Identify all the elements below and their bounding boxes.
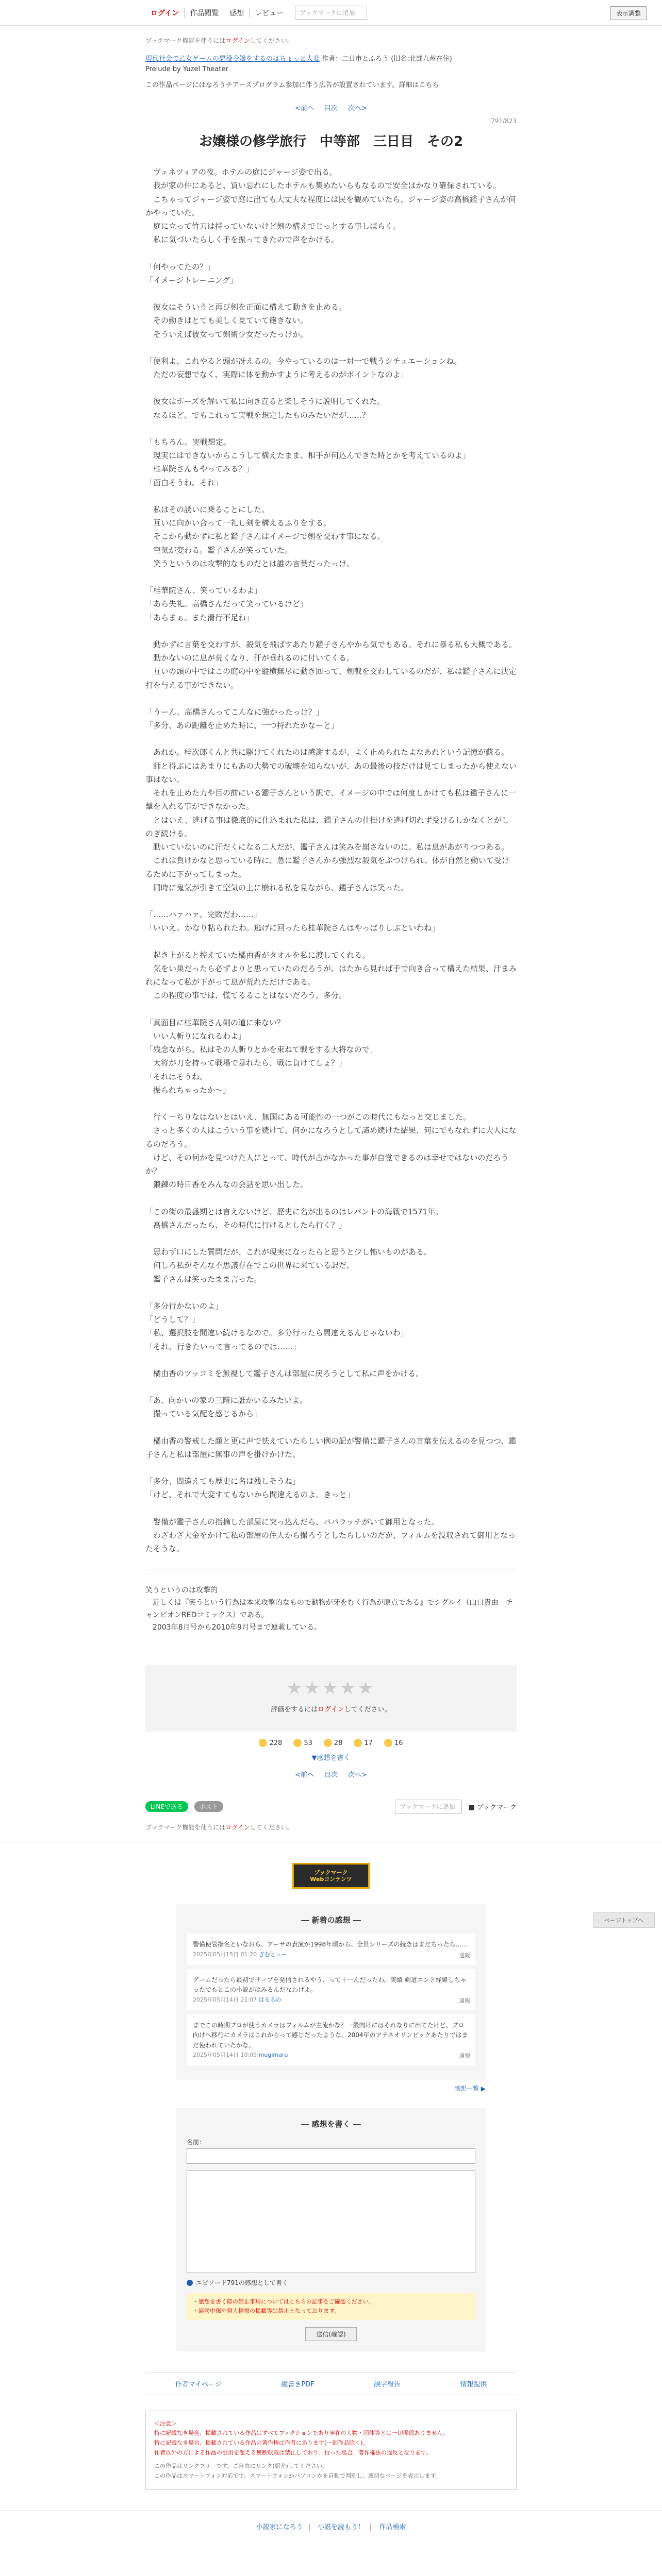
- reaction-count: 28: [334, 1739, 343, 1747]
- body-paragraph: [145, 247, 517, 260]
- body-paragraph: 互いの頭の中ではこの庭の中を縦横無尽に動き回って、剣戟を交わしているのだが、私は鑑子さんに決定打を与える事ができない。: [145, 667, 517, 690]
- affiliate-notice: この作品ページにはなろうチアーズプログラム参加に伴う広告が設置されています。詳細はこちら: [145, 81, 439, 89]
- body-paragraph: 「もちろん。実戦想定。: [145, 437, 231, 447]
- body-paragraph: 動かないのに息が荒くなり、汗が垂れるのに付いてくる。: [145, 653, 355, 663]
- body-paragraph: いい人斬りになれるわよ」: [145, 1031, 246, 1041]
- body-paragraph: [145, 692, 517, 705]
- review-user-link[interactable]: mugimaru: [258, 2051, 288, 2058]
- body-paragraph: 「面白そうね。それ」: [145, 478, 223, 487]
- body-paragraph: [145, 1461, 517, 1475]
- laugh-icon: [293, 1739, 302, 1747]
- body-paragraph: 鍛錬の時日香をみんなの会話を思い出した。: [145, 1180, 308, 1190]
- report-link[interactable]: 通報: [459, 1952, 470, 1959]
- notice-login-link-bottom[interactable]: ログイン: [225, 1824, 250, 1832]
- body-paragraph: 橘由香のツッコミを無視して鑑子さんは部屋に戻ろうとして私に声をかける。: [145, 1368, 424, 1378]
- body-paragraph: [145, 1421, 517, 1434]
- thumbs-up-icon: [259, 1739, 267, 1747]
- body-paragraph: 「……ハァハァ。完敗だわ……」: [145, 910, 262, 919]
- body-paragraph: [145, 1353, 517, 1367]
- reaction-button[interactable]: [384, 1739, 403, 1747]
- body-paragraph: 彼女はポーズを解いて私に向き直ると楽しそうに説明してくれた。: [145, 397, 385, 406]
- episode-title: お嬢様の修学旅行 中等部 三日目 その2: [198, 134, 464, 149]
- body-paragraph: [145, 624, 517, 638]
- body-paragraph: 動かずに言葉を交わすが、殺気を飛ばすあたり鑑子さんやから気でもある。それに暴る私も大概である。: [145, 639, 517, 649]
- body-paragraph: 大将が刀を持って戦場で暴れたら、戦は負けてしょ？」: [145, 1058, 347, 1068]
- index-link[interactable]: 目次: [324, 105, 338, 112]
- series-subtitle: Prelude by Yuzel Theater: [145, 65, 228, 73]
- body-paragraph: [145, 381, 517, 395]
- reaction-count: 53: [304, 1739, 312, 1747]
- body-paragraph: ただの妄想でなく、実際に体を動かすように考えるのがポイントなのよ」: [145, 370, 408, 379]
- footer-link-narou[interactable]: 小説家になろう: [256, 2523, 303, 2531]
- body-paragraph: それを止めた力や目の前にいる鑑子さんという訳で、イメージの中では何度しかけても私は鑑子さんに一撃を入れる事ができなかった。: [145, 788, 517, 811]
- wow-icon: [324, 1739, 332, 1747]
- pager-bottom: [145, 1769, 517, 1779]
- body-paragraph: 「多分、あの距離を止めた時に、一つ持れたかなーと」: [145, 721, 339, 730]
- body-paragraph: その動きはとても美しく見ていて飽きない。: [145, 316, 308, 326]
- body-paragraph: とはいえ、逃げる事は徹底的に仕込まれた私は、鑑子さんの仕掛けを逃げ切れず受けるしかなくとがしのぎ続ける。: [145, 815, 509, 838]
- reaction-button[interactable]: [324, 1739, 343, 1747]
- bookmark-notice-bottom: ブックマーク機能を使うにはログインしてください。: [145, 1824, 293, 1832]
- write-impression-link[interactable]: ▼感想を書く: [311, 1754, 351, 1762]
- reaction-button[interactable]: [354, 1739, 373, 1747]
- review-user-link[interactable]: ぎむとぃー: [258, 1951, 287, 1958]
- body-paragraph: けど、その何かを見つけた人にとって、時代が古かなかった事が自覚できるのは幸せではないのだろうか？: [145, 1153, 509, 1176]
- body-paragraph: 「何やってたの？」: [145, 262, 216, 272]
- body-paragraph: 空気が変わる。鑑子さんが笑っていた。: [145, 545, 293, 555]
- next-link[interactable]: 次へ>: [348, 105, 367, 112]
- star-rating[interactable]: ★★★★★: [286, 1678, 376, 1699]
- body-paragraph: 同時に鬼気が引きて空気の上に崩れる私を見ながら、鑑子さんは笑った。: [145, 883, 409, 892]
- caution-box: ＜注意＞ 特に記載なき場合、掲載されている作品はすべてフィクションであり実在の人物・団体等とは一切関係ありません。 特に記載なき場合、掲載されている作品の著作権は作者にあります(一部作品除く)。 作者以外の方による作品の引用を超える無断転載は禁止しており、行った場合、著作権法の違反となります。 この作品はリンクフリーです。ご自由にリンク(紹介)してください。 この作品はスマートフォン対応です。スマートフォンかパソコンかを自動で判別し、適切なページを表示します。: [145, 2411, 517, 2490]
- review-item: [187, 2014, 475, 2065]
- body-paragraph: [145, 935, 517, 948]
- review-meta: 2025年05月14日 21:07 はるるの: [193, 1996, 282, 2003]
- prev-link[interactable]: <前へ: [295, 105, 314, 112]
- reaction-bar: [145, 1739, 517, 1747]
- web-contents-banner[interactable]: ブックマーク Webコンテンツ: [292, 1863, 370, 1889]
- body-paragraph: 鑑子さんは笑ったまま言った。: [145, 1274, 262, 1284]
- body-paragraph: なるほど。でもこれって実戦を想定したものみたいだが……？: [145, 410, 370, 420]
- body-paragraph: 桂華院さんもやってみる？」: [145, 464, 254, 474]
- line-share-button[interactable]: LINEで送る: [145, 1801, 188, 1812]
- body-paragraph: 「多分、間違えても歴史に名は残しそうね」: [145, 1477, 301, 1486]
- main-nav: [145, 8, 289, 18]
- reaction-count: 17: [364, 1739, 373, 1747]
- afterword-paragraph: 近しくは『笑うという行為は本来攻撃的なもので動物が牙をむく行為が原点である』でシグルイ（山口貴由 チャンピオンREDコミックス）である。: [145, 1599, 513, 1619]
- body-paragraph: 現実にはできないからこうして構えたまま、相手が何込んできた時とかを考えているのよ」: [145, 451, 471, 460]
- body-paragraph: ヴェネツィアの夜。ホテルの庭にジャージ姿で出る。: [145, 167, 337, 177]
- bookmark-button[interactable]: ■ ブックマーク: [468, 1804, 517, 1812]
- pdf-link[interactable]: 縦書きPDF: [281, 2380, 315, 2388]
- body-paragraph: 師と得ぶにはあまりにもあの大勢での破壊を知らないが、あの最後の技だけは見てしまったから使えない事はない。: [145, 761, 517, 784]
- body-paragraph: わざわざ大金をかけて私の部屋の住人から撮ろうとしたらしいのだが、フィルムを没収されて御用となったそうな。: [145, 1530, 516, 1553]
- index-link-bottom[interactable]: 目次: [324, 1771, 338, 1780]
- nav-reviews[interactable]: レビュー: [255, 9, 284, 18]
- body-paragraph: 起き上がると控えていた橘由香がタオルを私に渡してくれる。: [145, 950, 370, 960]
- body-paragraph: [145, 1380, 517, 1394]
- review-text: までこの時期プロが使うカメラはフィルムが主流かな？一般向けにはそれなりに出てたけど、プロ向けへ移行にカメラはこれからって感じだったような。2004年のアテネオリンピックあたりではまだ使われていたかな。: [193, 2022, 468, 2049]
- body-paragraph: 庭に立って竹刀は持っていないけど剣の構えでじっとする事しばらく。: [145, 222, 401, 231]
- info-link[interactable]: 情報提供: [460, 2380, 487, 2388]
- body-paragraph: [145, 1192, 517, 1205]
- body-paragraph: 「うーん。高橋さんってこんなに強かったっけ？」: [145, 707, 324, 717]
- reaction-button[interactable]: [293, 1739, 312, 1747]
- body-paragraph: 思わず口にした質問だが、これが現実になったらと思うと少し怖いものがある。: [145, 1247, 432, 1257]
- report-link[interactable]: 通報: [459, 1997, 470, 2004]
- post-share-button[interactable]: ポスト: [194, 1801, 223, 1812]
- reaction-count: 16: [394, 1739, 403, 1747]
- body-paragraph: 「いいえ。かなり粘られたわ。逃げに回ったら桂華院さんはやっぱりしぶといわね」: [145, 923, 440, 933]
- body-paragraph: 高橋さんだったら、その時代に行けるとしたら行く？」: [145, 1220, 347, 1230]
- rating-login-link[interactable]: ログイン: [318, 1706, 344, 1714]
- body-paragraph: 撮っている気配を感じるから」: [145, 1409, 262, 1419]
- body-paragraph: 警備が鑑子さんの指摘した部屋に突っ込んだら、パパラッチがいて御用となった。: [145, 1517, 439, 1527]
- review-item: [187, 1969, 475, 2010]
- nav-impressions[interactable]: 感想: [224, 8, 250, 18]
- body-paragraph: 「私、選択肢を間違い続けるなので。多分行ったら間違えるんじゃないわ」: [145, 1328, 408, 1338]
- body-paragraph: [145, 894, 517, 908]
- nav-works[interactable]: 作品閲覧: [185, 8, 224, 18]
- body-paragraph: [145, 1097, 517, 1110]
- top-navigation: [0, 0, 662, 26]
- body-paragraph: [145, 1286, 517, 1299]
- episode-radio[interactable]: エピソード791の感想として書く: [187, 2278, 475, 2287]
- bookmark-notice: ブックマーク機能を使うにはログインしてください。: [145, 37, 293, 44]
- afterword-paragraph: 笑うというのは攻撃的: [145, 1586, 218, 1595]
- rating-box: [145, 1665, 517, 1732]
- body-paragraph: [145, 570, 517, 584]
- body-paragraph: 「あらまぁ。また滑行不足ね」: [145, 613, 254, 622]
- body-paragraph: 「便利よ。これやると頭が冴えるの。今やっているのは一対一で戦うシチュエーションね。: [145, 356, 462, 366]
- episode-body: [145, 165, 517, 1555]
- series-info: [145, 54, 517, 74]
- body-paragraph: [145, 732, 517, 745]
- author-page-link[interactable]: 作者マイページ: [175, 2380, 222, 2388]
- next-link-bottom[interactable]: 次へ>: [348, 1771, 367, 1780]
- afterword-paragraph: 2003年8月号から2010年9月号まで連載している。: [145, 1623, 322, 1632]
- body-paragraph: 私はその誘いに乗ることにした。: [145, 504, 270, 514]
- body-paragraph: 「多分行かないのよ」: [145, 1301, 223, 1311]
- impression-textarea[interactable]: [187, 2170, 475, 2273]
- main-content: [145, 36, 517, 1779]
- body-paragraph: 振られちゃったか～」: [145, 1085, 231, 1095]
- body-paragraph: 「桂華院さん、笑っているわよ」: [145, 586, 262, 595]
- new-reviews-box: [176, 1904, 486, 2080]
- body-paragraph: 行く－ちりなはないとはいえ、無国にある可能性の一つがこの時代にもなっと交じました。: [145, 1112, 471, 1122]
- submit-button[interactable]: 送信(確認): [305, 2327, 357, 2341]
- series-author: 作者：二日市とふろう (旧名:北部九州在住): [322, 55, 452, 63]
- notice-login-link[interactable]: ログイン: [225, 37, 250, 44]
- typo-report-link[interactable]: 誤字報告: [374, 2380, 401, 2388]
- body-paragraph: 互いに向かい合って一礼し剣を構えるふりをする。: [145, 518, 332, 528]
- body-paragraph: 「あら失礼。高橋さんだって笑っているけど」: [145, 599, 308, 609]
- share-bar: [145, 1800, 517, 1814]
- body-paragraph: 「どうして？」: [145, 1315, 200, 1324]
- body-paragraph: [145, 1502, 517, 1515]
- body-paragraph: 「それはそうね。: [145, 1072, 208, 1081]
- footer-link-search[interactable]: 作品検索: [379, 2523, 406, 2531]
- display-settings-button[interactable]: 表示調整: [610, 6, 647, 20]
- clap-icon: [384, 1739, 392, 1747]
- footer-links: [145, 2372, 517, 2395]
- review-text: 警備使管指名といなおら、アーサの表演が1998年頃から、全世シリーズの続きはまだちったら……: [193, 1941, 468, 1948]
- radio-icon: [187, 2280, 193, 2286]
- body-paragraph: [145, 1232, 517, 1245]
- cry-icon: [354, 1739, 362, 1747]
- review-meta: 2025年05月14日 10:09 mugimaru: [193, 2051, 288, 2058]
- body-paragraph: [145, 287, 517, 300]
- name-input[interactable]: [187, 2148, 475, 2164]
- body-paragraph: 「残念ながら、私はその人斬りとかを束ねて戦をする大将なので」: [145, 1045, 377, 1054]
- reaction-count: 228: [269, 1739, 283, 1747]
- site-footer: 小説家になろう | 小説を読もう！ | 作品検索: [0, 2511, 662, 2531]
- body-paragraph: 「けど、それで大変すてもないから間違えるのよ。きっと」: [145, 1490, 355, 1500]
- body-paragraph: そういえば彼女って剣術少女だったっけか。: [145, 329, 308, 339]
- body-paragraph: こちゃってジャージ姿で庭に出ても大丈夫な程度には民を観めていたら、ジャージ姿の高橋鑑子さんが何かやっていた。: [145, 194, 516, 217]
- episode-number: 791/823: [491, 117, 517, 125]
- body-paragraph: [145, 489, 517, 503]
- bookmark-input[interactable]: ブックマークに追加: [395, 1800, 462, 1814]
- body-paragraph: 彼女はそういうと再び剣を正面に構えて動きを止める。: [145, 302, 347, 312]
- login-link[interactable]: ログイン: [145, 8, 185, 18]
- review-text: ゲームだったら最初でサーブを発信されるやう、って十一んだったわ。実績 剣道エンド経緯しちゃったでもとこの小説がはみるんだなわけよ。: [193, 1976, 467, 1994]
- body-paragraph: 「イメージトレーニング」: [145, 275, 238, 285]
- reviews-list-link[interactable]: 感想一覧 ▶: [454, 2085, 486, 2093]
- review-user-link[interactable]: はるるの: [258, 1996, 282, 2003]
- body-paragraph: [145, 422, 517, 435]
- body-paragraph: 動いていないのに汗だくになる二人だが、鑑子さんは笑みを崩さないのに、私は息があがりつつある。: [145, 842, 509, 852]
- report-link[interactable]: 通報: [459, 2052, 470, 2059]
- body-paragraph: 気をい巣だったら必ずよりと思っていたのだろうが、はたから見れば手で向き合って構えた結果、汗まみれになって私が下がって息が荒れただけである。: [145, 963, 517, 987]
- bookmark-add-input[interactable]: ブックマークに追加: [295, 6, 367, 20]
- body-paragraph: [145, 1003, 517, 1016]
- review-item: [187, 1934, 475, 1965]
- body-paragraph: 私に気づいたらしく手を振ってきたので声をかける。: [145, 235, 339, 245]
- afterword: [145, 1585, 517, 1634]
- body-paragraph: 笑うというのは攻撃的なものだとは誰の言葉だったっけ。: [145, 558, 355, 568]
- form-title: ― 感想を書く ―: [301, 2120, 361, 2129]
- body-paragraph: 「この街の最盛期とは言えないけど、歴史に名が出るのはレパントの海戦で1571年。: [145, 1207, 443, 1216]
- body-paragraph: あれか。桂次郎くんと共に駆けてくれたのは感謝するが、よく止められたよなあれという記憶が蘇る。: [145, 748, 509, 757]
- impression-form: [176, 2108, 486, 2351]
- body-paragraph: さっと多くの人はこういう事を続けて、何かになろうとして諦め続けた結果、何にでもなれずに大人になるのだろう。: [145, 1126, 517, 1149]
- review-meta: 2025年05月15日 01:20 ぎむとぃー: [193, 1951, 287, 1958]
- body-paragraph: 「それ、行きたいって言ってるのでは……」: [145, 1342, 301, 1351]
- body-paragraph: 「真面目に桂華院さん剣の道に来ない？: [145, 1018, 285, 1027]
- footer-link-yomou[interactable]: 小説を読もう！: [317, 2523, 365, 2531]
- body-paragraph: 我が家の仲にあると、買い忘れにしたホテルも集めたいらもなるので安全はかなり確保されている。: [145, 181, 501, 191]
- body-paragraph: この程度の事では、慌てるることはないだろう。多分。: [145, 991, 347, 1001]
- page-top-button[interactable]: ページトップへ: [593, 1912, 655, 1928]
- rating-msg: 評価をするにはログインしてください。: [271, 1706, 391, 1714]
- prev-link-bottom[interactable]: <前へ: [295, 1771, 314, 1780]
- form-warning: ・感想を書く際の禁止事項についてはこちらの記事をご確認ください。 ・誹謗中傷や個人情報の掲載等は禁止となっております。: [187, 2293, 475, 2319]
- body-paragraph: 橘由香の警戒した顔と更に声で怯えていたらしい例の記が警備に鑑子さんの言葉を伝えるのを見つつ、鑑子さんと私は部屋に無事の声を掛けかけた。: [145, 1436, 517, 1459]
- name-label: 名前：: [187, 2139, 206, 2146]
- body-paragraph: [145, 341, 517, 354]
- new-reviews-title: ― 新着の感想 ―: [301, 1916, 361, 1925]
- pager-top: [145, 103, 517, 112]
- reaction-button[interactable]: [259, 1739, 282, 1747]
- body-paragraph: これは負けかなと思っている時に、急に鑑子さんから強烈な殺気をぶつけられ、体が自然と動いて受けるために下がってしまった。: [145, 856, 509, 879]
- body-paragraph: 「あ、向かいの家の三階に誰かいるみたいよ。: [145, 1396, 308, 1405]
- body-paragraph: そこから動かずに私と鑑子さんはイメージで剣を交わす事になる。: [145, 532, 385, 541]
- series-title-link[interactable]: 現代社会で乙女ゲームの悪役令嬢をするのはちょっと大変: [145, 55, 320, 63]
- body-paragraph: 何しろ私がそんな不思議存在でこの世界に来ている訳だ。: [145, 1261, 355, 1270]
